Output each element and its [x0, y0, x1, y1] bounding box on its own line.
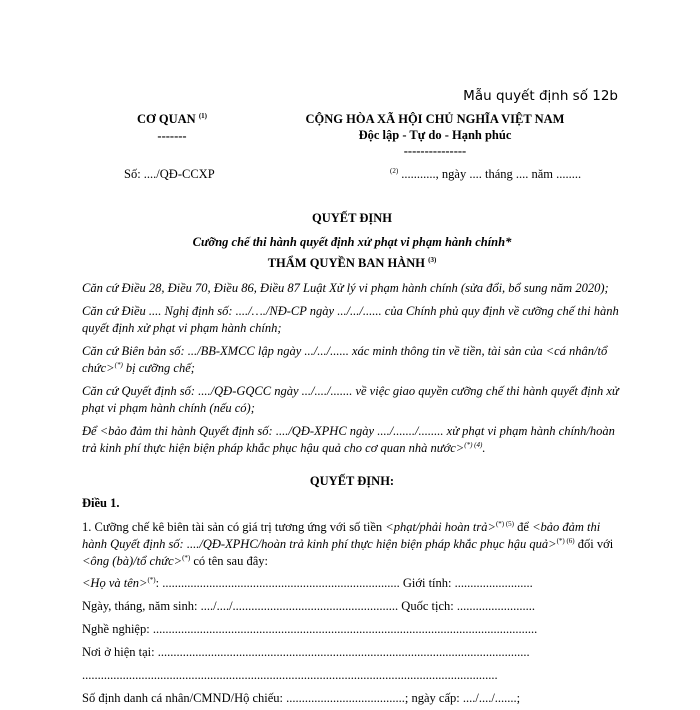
field-id: Số định danh cá nhân/CMND/Hộ chiếu: ......................................; ngày cấp: ..../..../.......; [82, 691, 521, 705]
body-text: đối với [574, 537, 614, 551]
body-italic: <bảo đảm thi hành Quyết định số: ..../QĐ-XPHC/hoàn trả kinh phí thực hiện biện pháp khắc phục hậu quả> [82, 520, 601, 551]
article-heading: Điều 1. [82, 496, 120, 510]
motto-dash: --------------- [403, 144, 467, 158]
field-residence-cont: ..................................................................................................................................... [82, 668, 498, 682]
date-text: ..........., ngày .... tháng .... năm ........ [401, 167, 582, 181]
body-italic: <ông (bà)/tổ chức> [82, 554, 183, 568]
field-note: (*) [147, 575, 156, 584]
field-value: : ............................................................................ Giới tính: ......................... [155, 576, 533, 590]
body-note: (*) (6) [556, 536, 575, 545]
legal-basis: Căn cứ Điều 28, Điều 70, Điều 86, Điều 87 Luật Xử lý vi phạm hành chính (sửa đổi, bổ sung năm 2020); [82, 281, 609, 295]
basis-note: (*) (4) [464, 440, 483, 449]
document-number: Số: ..../QĐ-CCXP [124, 167, 215, 181]
basis-end: . [482, 441, 486, 455]
field-job: Nghề nghiệp: ........................................................................................................................... [82, 622, 538, 636]
country-name: CỘNG HÒA XÃ HỘI CHỦ NGHĨA VIỆT NAM [305, 112, 565, 126]
basis-text: Để <bảo đảm thi hành Quyết định số: ..../QĐ-XPHC ngày ..../......./........ xử phạt vi phạm hành chính/hoàn trả kinh phí thực hiện biện pháp khắc phục hậu quả cho cơ quan nhà nước> [82, 424, 615, 455]
body-text: để [514, 520, 533, 534]
body-note: (*) (5) [495, 519, 515, 528]
legal-basis [82, 343, 622, 377]
decision-heading: QUYẾT ĐỊNH [312, 211, 392, 225]
motto: Độc lập - Tự do - Hạnh phúc [358, 128, 512, 142]
legal-basis: Căn cứ Quyết định số: ..../QĐ-GQCC ngày .../..../....... về việc giao quyền cưỡng chế thi hành quyết định xử phạt vi phạm hành chính (nếu có); [82, 384, 619, 415]
body-italic: <phạt/phải hoàn trả> [385, 520, 496, 534]
form-number: Mẫu quyết định số 12b [463, 88, 618, 104]
field-label: <Họ và tên> [82, 576, 148, 590]
article-paragraph [82, 519, 622, 570]
person-fields [82, 572, 622, 710]
document-date [390, 167, 581, 182]
agency-dash: ------- [157, 129, 187, 143]
basis-text: Căn cứ Biên bản số: .../BB-XMCC lập ngày .../.../...... xác minh thông tin về tiền, tài sản của <cá nhân/tổ chức> [82, 344, 608, 375]
legal-bases [82, 280, 622, 463]
field-dob: Ngày, tháng, năm sinh: ..../..../..................................................... Quốc tịch: ......................... [82, 599, 535, 613]
body-text: có tên sau đây: [190, 554, 268, 568]
decision-title: QUYẾT ĐỊNH: [309, 474, 395, 488]
issuing-authority [82, 256, 622, 271]
body-text: 1. Cưỡng chế kê biên tài sản có giá trị tương ứng với số tiền [82, 520, 386, 534]
title-block [82, 211, 622, 271]
agency-name [132, 112, 212, 127]
legal-basis [82, 423, 622, 457]
field-residence: Nơi ở hiện tại: ....................................................................................................................... [82, 645, 530, 659]
authority-note: (3) [428, 255, 437, 264]
agency-label: CƠ QUAN [137, 112, 196, 126]
field-name [82, 572, 622, 595]
authority-text: THẨM QUYỀN BAN HÀNH [267, 256, 425, 270]
basis-end: bị cưỡng chế; [122, 361, 195, 375]
agency-block [132, 112, 212, 144]
decision-subtitle: Cưỡng chế thi hành quyết định xử phạt vi phạm hành chính* [192, 235, 512, 249]
body-note: (*) [182, 553, 191, 562]
date-note: (2) [390, 166, 399, 175]
legal-basis: Căn cứ Điều .... Nghị định số: ..../…./NĐ-CP ngày .../.../...... của Chính phủ quy định về cưỡng chế thi hành quyết định xử phạt vi phạm hành chính; [82, 304, 619, 335]
national-block [280, 112, 590, 159]
agency-note: (1) [198, 111, 207, 120]
basis-note: (*) [114, 360, 123, 369]
article-body [82, 519, 622, 570]
